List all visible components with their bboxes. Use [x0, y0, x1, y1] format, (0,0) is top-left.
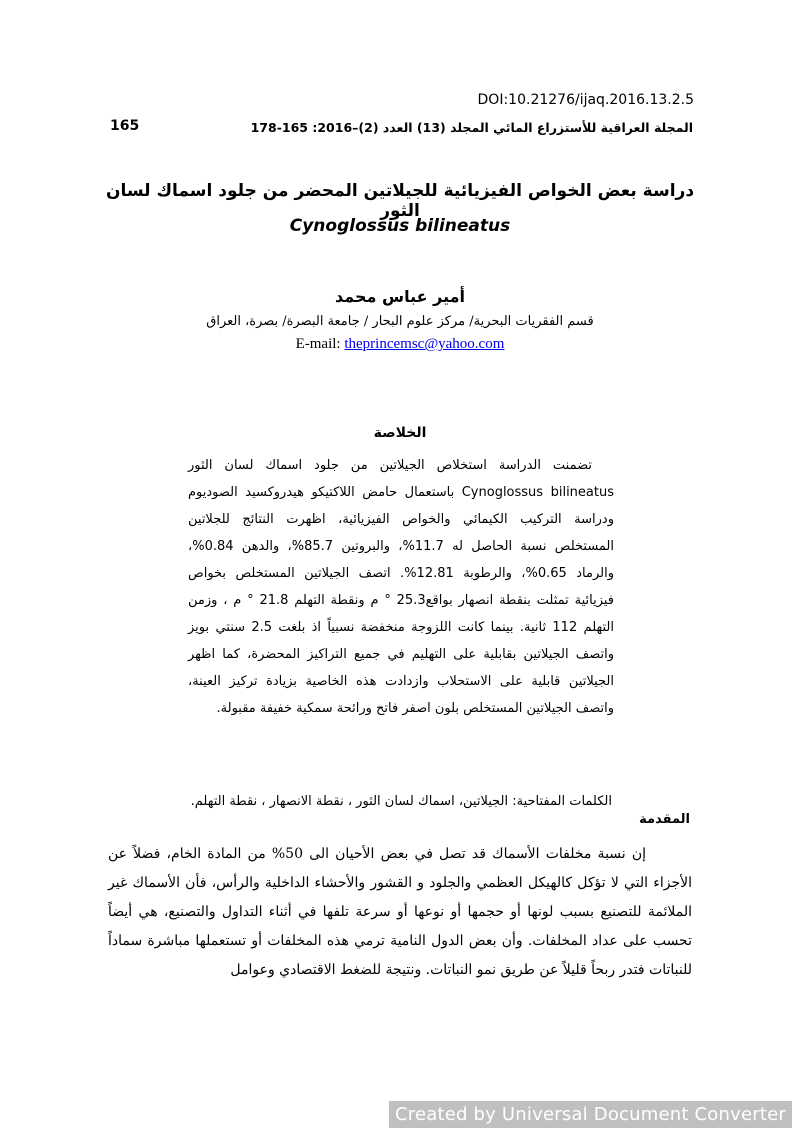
abstract-text: تضمنت الدراسة استخلاص الجيلاتين من جلود اسماك لسان الثور Cynoglossus bilineatus باستعمال حامض اللاكتيكو هيدروكسيد الصوديوم ودراسة التركيب الكيمائي والخواص الفيزيائية، اظهرت النتائج للجلاتين المستخلص نسبة الحاصل له 11.7%، والبروتين 85.7%، والدهن 0.84%، والرماد 0.65%، والرطوبة 12.81%. اتصف الجيلاتين المستخلص بخواص فيزيائية تمثلت بنقطة انصهار بواقع25.3 ° م ونقطة التهلم 21.8 ° م ، وزمن التهلم 112 ثانية. بينما كانت اللزوجة منخفضة نسبياً اذ بلغت 2.5 سنتي بويز واتصف الجيلاتين بقابلية على التهليم في جميع التراكيز المحضرة، كما اظهر الجيلاتين قابلية على الاستحلاب وازدادت هذه الخاصية بزيادة تركيز العينة، واتصف الجيلاتين المستخلص بلون اصفر فاتح ورائحة سمكية خفيفة مقبولة.	[188, 458, 615, 716]
email-line	[150, 336, 650, 353]
abstract-heading: الخلاصة	[373, 425, 427, 441]
affiliation: قسم الفقريات البحرية/ مركز علوم البحار / جامعة البصرة/ بصرة، العراق	[206, 314, 594, 329]
converter-watermark: Created by Universal Document Converter	[389, 1101, 792, 1128]
email-link[interactable]: theprincemsc@yahoo.com	[344, 336, 505, 352]
author-name: أمير عباس محمد	[335, 287, 465, 306]
doi: DOI:10.21276/ijaq.2016.13.2.5	[477, 92, 694, 108]
email-label: E-mail:	[295, 336, 341, 352]
paper-title: دراسة بعض الخواص الفيزيائية للجيلاتين المحضر من جلود اسماك لسان الثور	[105, 181, 695, 221]
introduction-text: إن نسبة مخلفات الأسماك قد تصل في بعض الأحيان الى 50% من المادة الخام، فضلاً عن الأجزاء التي لا تؤكل كالهيكل العظمي والجلود و القشور والأحشاء الداخلية والرأس، فأن الأسماك غير الملائمة للتصنيع بسبب لونها أو حجمها أو نوعها أو سرعة تلفها في أثناء التداول والتصنيع، هي أيضاً تحسب على عداد المخلفات. وأن بعض الدول النامية ترمي هذه المخلفات أو تستعملها مباشرة سماداً للنباتات فتدر ربحاً قليلاً عن طريق نمو النباتات. ونتيجة للضغط الاقتصادي وعوامل	[108, 846, 692, 978]
page-number: 165	[110, 118, 140, 134]
keywords: الكلمات المفتاحية: الجيلاتين، اسماك لسان الثور ، نقطة الانصهار ، نقطة التهلم.	[190, 794, 612, 809]
species-name: Cynoglossus bilineatus	[289, 216, 511, 236]
introduction-heading: المقدمة	[639, 812, 690, 827]
journal-citation: المجلة العراقية للأستزراع المائي المجلد (13) العدد (2)–2016: 165-178	[250, 120, 693, 135]
